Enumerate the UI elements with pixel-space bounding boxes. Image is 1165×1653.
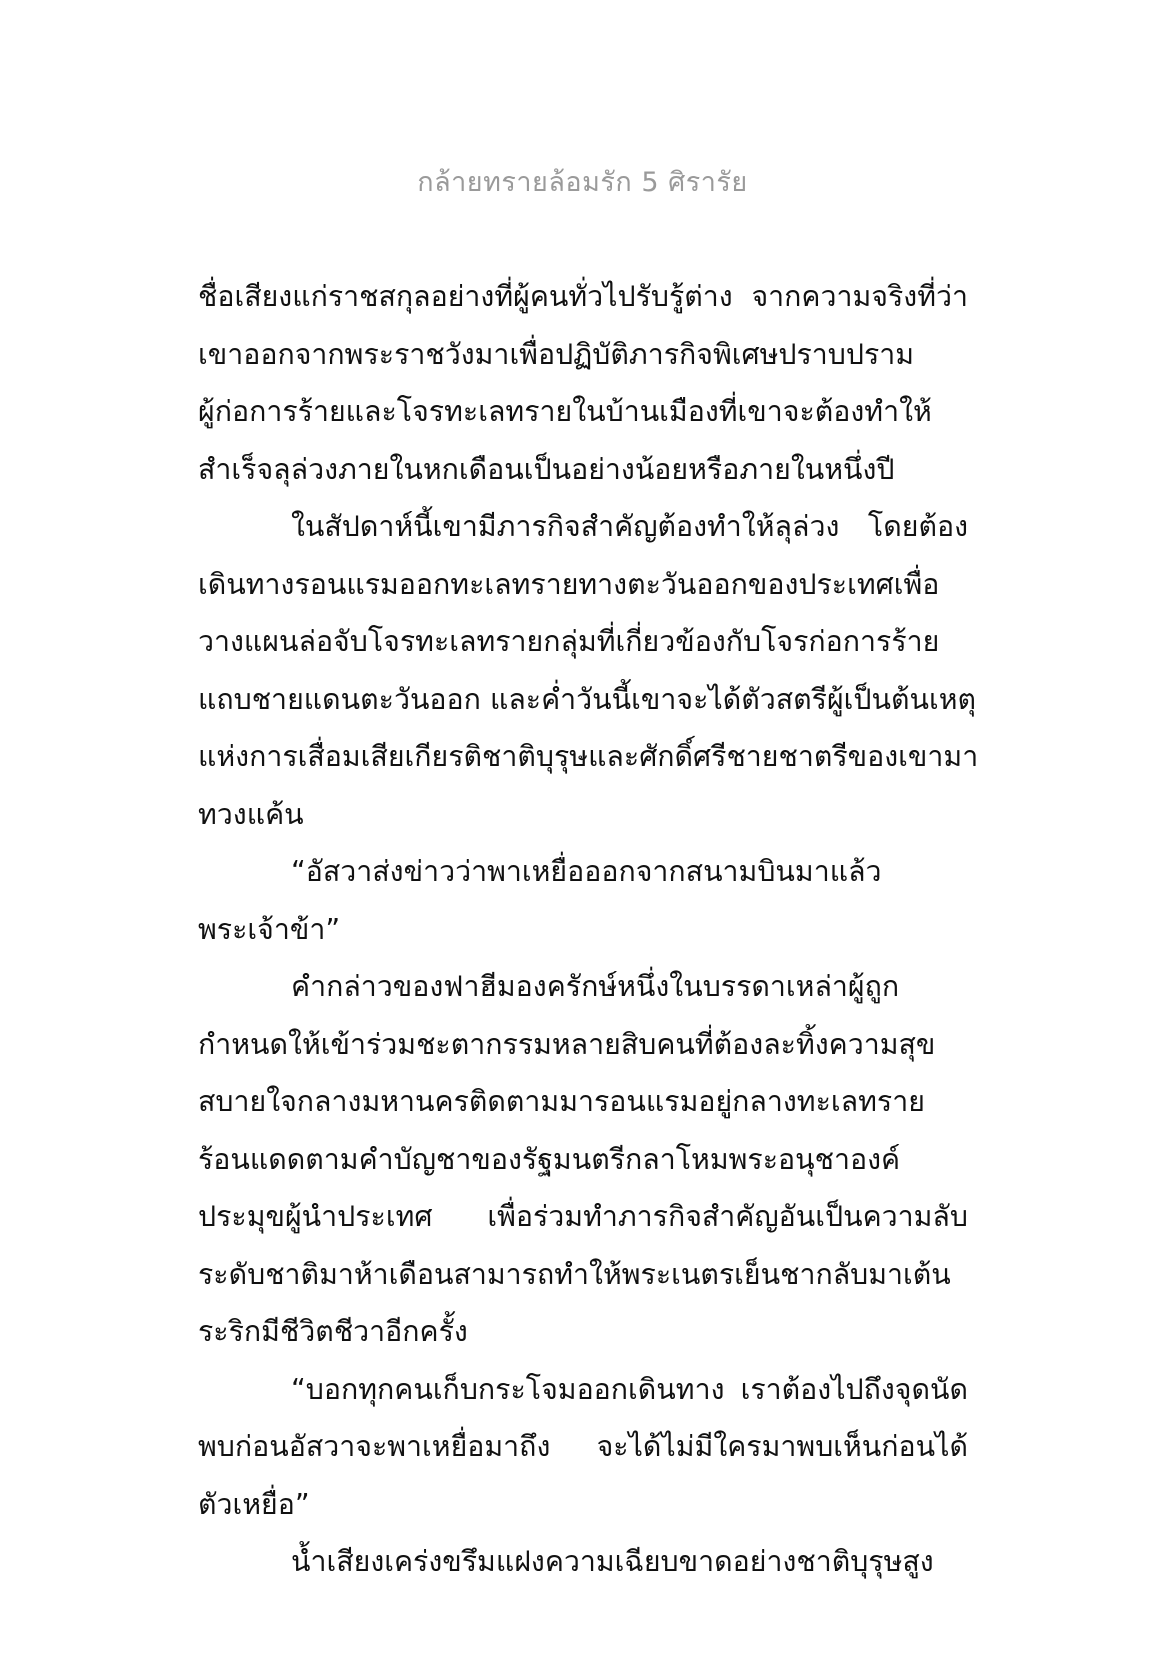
text-line: สบายใจกลางมหานครติดตามมารอนแรมอยู่กลางทะเลทราย xyxy=(198,1085,925,1118)
body-text xyxy=(198,268,979,1591)
text-line: ระดับชาติมาห้าเดือนสามารถทำให้พระเนตรเย็นชากลับมาเต้น xyxy=(198,1257,951,1291)
text-line: ประมุขผู้นำประเทศ เพื่อร่วมทำภารกิจสำคัญอันเป็นความลับ xyxy=(198,1200,968,1233)
text-line: พบก่อนอัสวาจะพาเหยื่อมาถึง จะได้ไม่มีใครมาพบเห็นก่อนได้ xyxy=(198,1430,968,1463)
text-line: ตัวเหยื่อ” xyxy=(198,1487,310,1521)
text-line: เขาออกจากพระราชวังมาเพื่อปฏิบัติภารกิจพิเศษปราบปราม xyxy=(198,337,915,371)
text-line: กำหนดให้เข้าร่วมชะตากรรมหลายสิบคนที่ต้องละทิ้งความสุข xyxy=(198,1027,936,1061)
paragraph-start-line: คำกล่าวของฟาฮีมองครักษ์หนึ่งในบรรดาเหล่าผู้ถูก xyxy=(291,970,900,1003)
text-line: ผู้ก่อการร้ายและโจรทะเลทรายในบ้านเมืองที่เขาจะต้องทำให้ xyxy=(198,395,932,428)
text-line: ชื่อเสียงแก่ราชสกุลอย่างที่ผู้คนทั่วไปรับรู้ต่าง จากความจริงที่ว่า xyxy=(198,280,968,313)
text-line: วางแผนล่อจับโจรทะเลทรายกลุ่มที่เกี่ยวข้องกับโจรก่อการร้าย xyxy=(198,625,940,658)
paragraph-start-line: น้ำเสียงเคร่งขรึมแฝงความเฉียบขาดอย่างชาติบุรุษสูง xyxy=(291,1545,934,1578)
text-line: พระเจ้าข้า” xyxy=(198,912,341,946)
text-line: เดินทางรอนแรมออกทะเลทรายทางตะวันออกของประเทศเพื่อ xyxy=(198,567,940,601)
running-header: กล้ายทรายล้อมรัก 5 ศิรารัย xyxy=(417,167,748,198)
dialogue-line: “อัสวาส่งข่าวว่าพาเหยื่อออกจากสนามบินมาแล้ว xyxy=(291,855,882,888)
text-line: ระริกมีชีวิตชีวาอีกครั้ง xyxy=(198,1315,468,1348)
text-line: แถบชายแดนตะวันออก และค่ำวันนี้เขาจะได้ตัวสตรีผู้เป็นต้นเหตุ xyxy=(198,682,976,716)
text-line: แห่งการเสื่อมเสียเกียรติชาติบุรุษและศักดิ์ศรีชายชาตรีของเขามา xyxy=(198,740,979,773)
text-line: ทวงแค้น xyxy=(198,797,304,831)
text-line: สำเร็จลุล่วงภายในหกเดือนเป็นอย่างน้อยหรือภายในหนึ่งปี xyxy=(198,452,895,486)
text-line: ร้อนแดดตามคำบัญชาของรัฐมนตรีกลาโหมพระอนุชาองค์ xyxy=(198,1142,901,1176)
dialogue-line: “บอกทุกคนเก็บกระโจมออกเดินทาง เราต้องไปถึงจุดนัด xyxy=(291,1372,968,1406)
paragraph-start-line: ในสัปดาห์นี้เขามีภารกิจสำคัญต้องทำให้ลุล่วง โดยต้อง xyxy=(291,510,968,543)
